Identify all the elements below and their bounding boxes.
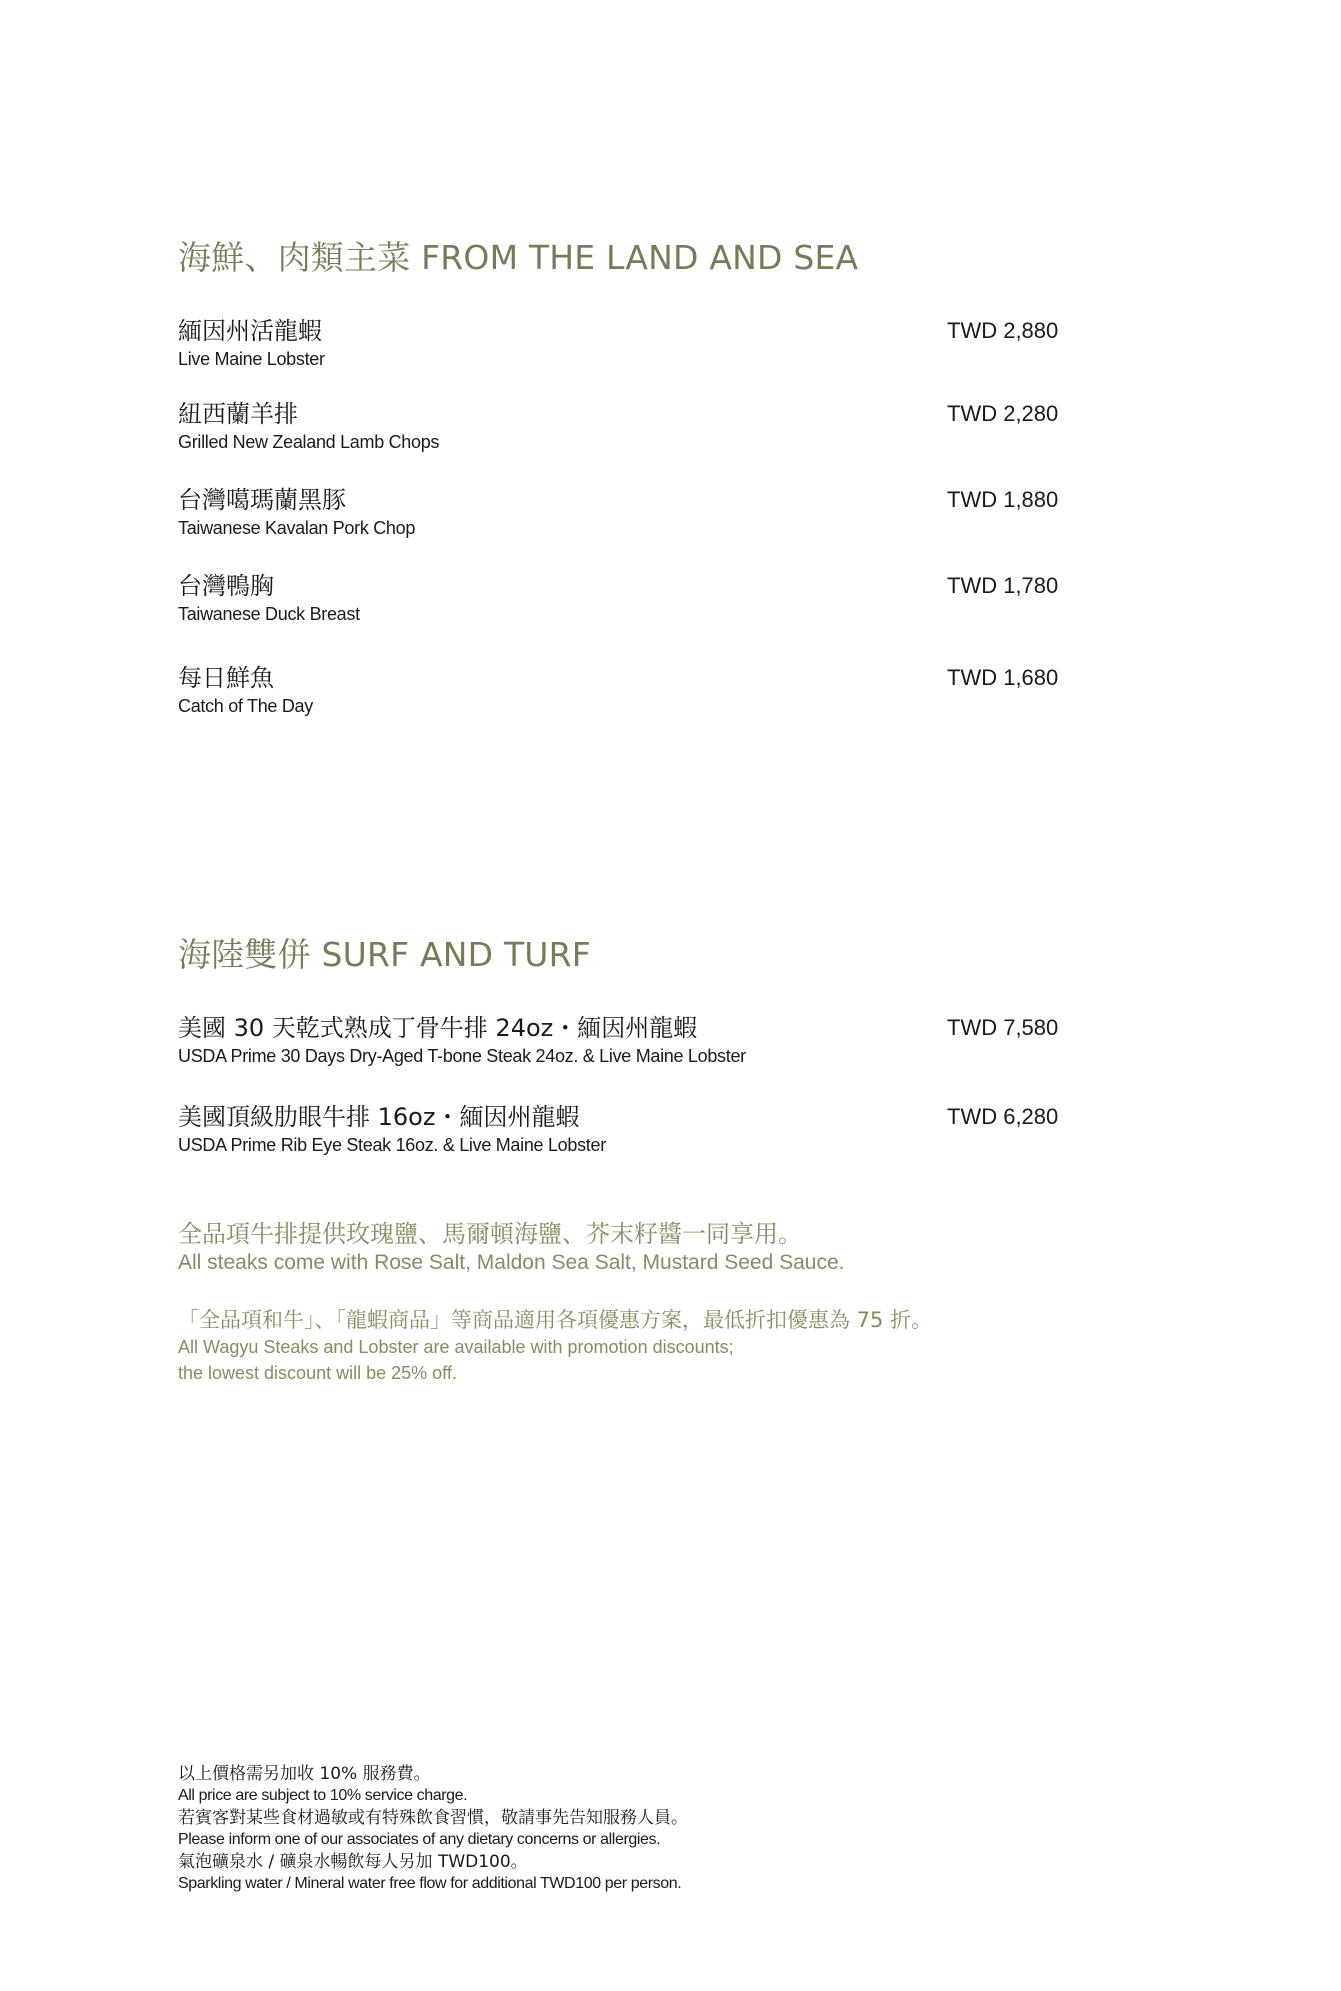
promo-note-en-line1: All Wagyu Steaks and Lobster are available with promotion discounts; [178, 1337, 734, 1357]
item-price: TWD 1,880 [947, 487, 1059, 512]
menu-item [178, 1013, 1058, 1067]
item-price: TWD 2,280 [947, 401, 1059, 426]
item-name-zh: 紐西蘭羊排 [178, 400, 298, 428]
menu-item [178, 316, 1058, 370]
allergy-note-zh: 若賓客對某些食材過敏或有特殊飲食習慣，敬請事先告知服務人員。 [178, 1808, 688, 1828]
item-name-zh: 每日鮮魚 [178, 664, 274, 692]
water-note-en: Sparkling water / Mineral water free flow for additional TWD100 per person. [178, 1875, 682, 1892]
item-name-en: Taiwanese Kavalan Pork Chop [178, 518, 416, 538]
item-name-zh: 台灣鴨胸 [178, 572, 274, 600]
promotion-note [178, 1306, 932, 1386]
item-name-en: Live Maine Lobster [178, 349, 325, 369]
allergy-note-en: Please inform one of our associates of any dietary concerns or allergies. [178, 1831, 661, 1848]
steak-note-en: All steaks come with Rose Salt, Maldon Sea Salt, Mustard Seed Sauce. [178, 1251, 845, 1274]
item-name-en: USDA Prime Rib Eye Steak 16oz. & Live Maine Lobster [178, 1135, 606, 1155]
item-name-en: Taiwanese Duck Breast [178, 604, 360, 624]
item-price: TWD 1,780 [947, 573, 1059, 598]
menu-item [178, 485, 1058, 539]
service-charge-zh: 以上價格需另加收 10% 服務費。 [178, 1764, 431, 1784]
item-price: TWD 1,680 [947, 665, 1059, 690]
promo-note-en-line2: the lowest discount will be 25% off. [178, 1363, 457, 1383]
section-title-surf-and-turf: 海陸雙併 SURF AND TURF [178, 935, 591, 974]
promo-note-zh: 「全品項和牛」、「龍蝦商品」等商品適用各項優惠方案，最低折扣優惠為 75 折。 [178, 1308, 933, 1332]
steak-note-zh: 全品項牛排提供玫瑰鹽、馬爾頓海鹽、芥末籽醬一同享用。 [178, 1220, 802, 1248]
item-name-zh: 美國頂級肋眼牛排 16oz・緬因州龍蝦 [178, 1103, 580, 1131]
item-name-en: Catch of The Day [178, 696, 313, 716]
item-name-en: Grilled New Zealand Lamb Chops [178, 432, 440, 452]
item-name-en: USDA Prime 30 Days Dry-Aged T-bone Steak 24oz. & Live Maine Lobster [178, 1046, 746, 1066]
section-title-land-and-sea: 海鮮、肉類主菜 FROM THE LAND AND SEA [178, 238, 859, 277]
footer-notes [178, 1763, 688, 1895]
menu-item [178, 1102, 1058, 1156]
water-note-zh: 氣泡礦泉水 / 礦泉水暢飲每人另加 TWD100。 [178, 1852, 528, 1872]
item-name-zh: 美國 30 天乾式熟成丁骨牛排 24oz・緬因州龍蝦 [178, 1014, 698, 1042]
item-price: TWD 6,280 [947, 1104, 1059, 1129]
service-charge-en: All price are subject to 10% service charge. [178, 1787, 468, 1804]
menu-item [178, 663, 1058, 717]
menu-item [178, 571, 1058, 625]
menu-item [178, 399, 1058, 453]
item-price: TWD 2,880 [947, 318, 1059, 343]
item-price: TWD 7,580 [947, 1015, 1059, 1040]
item-name-zh: 台灣噶瑪蘭黑豚 [178, 486, 346, 514]
item-name-zh: 緬因州活龍蝦 [178, 317, 322, 345]
steak-seasoning-note [178, 1218, 845, 1276]
